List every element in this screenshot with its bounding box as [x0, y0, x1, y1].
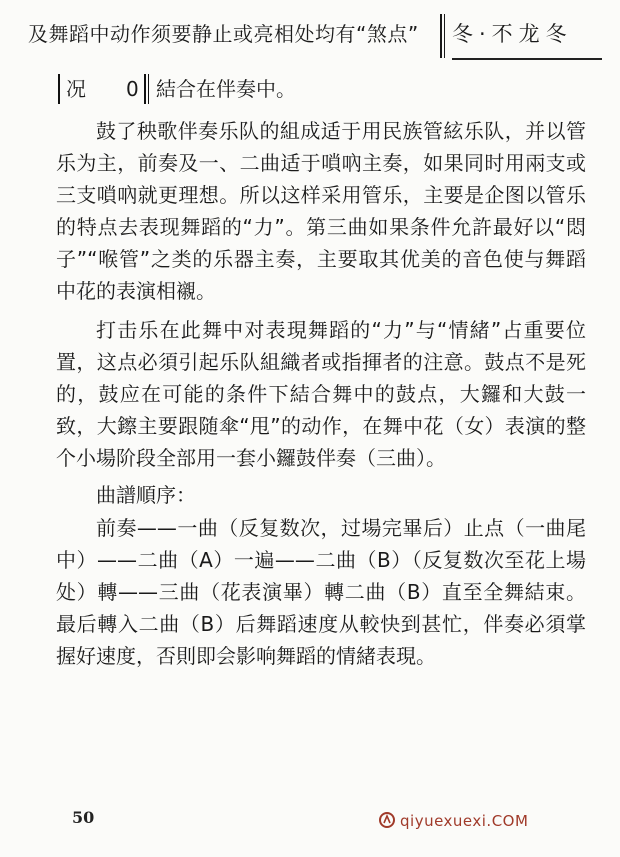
- paragraph-score-order-heading: [56, 479, 586, 511]
- header-rhythm-notation: 冬·不龙冬: [452, 22, 573, 46]
- running-header: [28, 14, 588, 54]
- header-divider: [440, 14, 442, 58]
- paragraph-text: 曲譜順序：: [96, 483, 196, 507]
- watermark-logo-icon: [378, 811, 396, 829]
- paragraph-text: 鼓了秧歌伴奏乐队的組成适于用民族管絃乐队，并以管乐为主，前奏及一、二曲适于嗩吶主奏，如果同时用兩支或三支嗩吶就更理想。所以这样采用管乐，主要是企图以管乐的特点去表现舞蹈的“力”。第三曲如果条件允許最好以“悶子”“喉管”之类的乐器主奏，主要取其优美的音色使与舞蹈中花的表演相襯。: [56, 119, 586, 303]
- bar-line-left: [58, 74, 60, 104]
- header-divider-thin: [444, 14, 445, 58]
- notation-syllable: 况: [66, 77, 86, 101]
- paragraph-score-order: [56, 512, 586, 672]
- paragraph-text: 打击乐在此舞中对表現舞蹈的“力”与“情緒”占重要位置，这点必須引起乐队組織者或指揮者的注意。鼓点不是死的，鼓应在可能的条件下結合舞中的鼓点，大鑼和大鼓一致，大鑔主要跟随傘“甩”的动作，在舞中花（女）表演的整个小場阶段全部用一套小鑼鼓伴奏（三曲）。: [56, 318, 586, 470]
- header-text: 及舞蹈中动作须要静止或亮相处均有“煞点”: [28, 22, 419, 46]
- notation-rest-zero: 0: [126, 77, 139, 101]
- paragraph-percussion: [56, 314, 586, 474]
- paragraph-text: 前奏——一曲（反复数次，过場完畢后）止点（一曲尾中）——二曲（A）一遍——二曲（B）（反复数次至花上場处）轉——三曲（花表演畢）轉二曲（B）直至全舞結束。最后轉入二曲（B）后舞蹈速度从較快到甚忙，伴奏必須掌握好速度，否則即会影响舞蹈的情緒表現。: [56, 516, 586, 668]
- notation-caption: 結合在伴奏中。: [156, 77, 296, 101]
- header-underline: [452, 58, 602, 60]
- double-bar-line-thin: [148, 74, 149, 104]
- watermark-text: qiyuexuexi.COM: [400, 812, 529, 830]
- page-number: 50: [72, 808, 95, 827]
- paragraph-orchestra: [56, 115, 586, 307]
- double-bar-line-thick: [144, 74, 146, 104]
- notation-line: [58, 72, 558, 106]
